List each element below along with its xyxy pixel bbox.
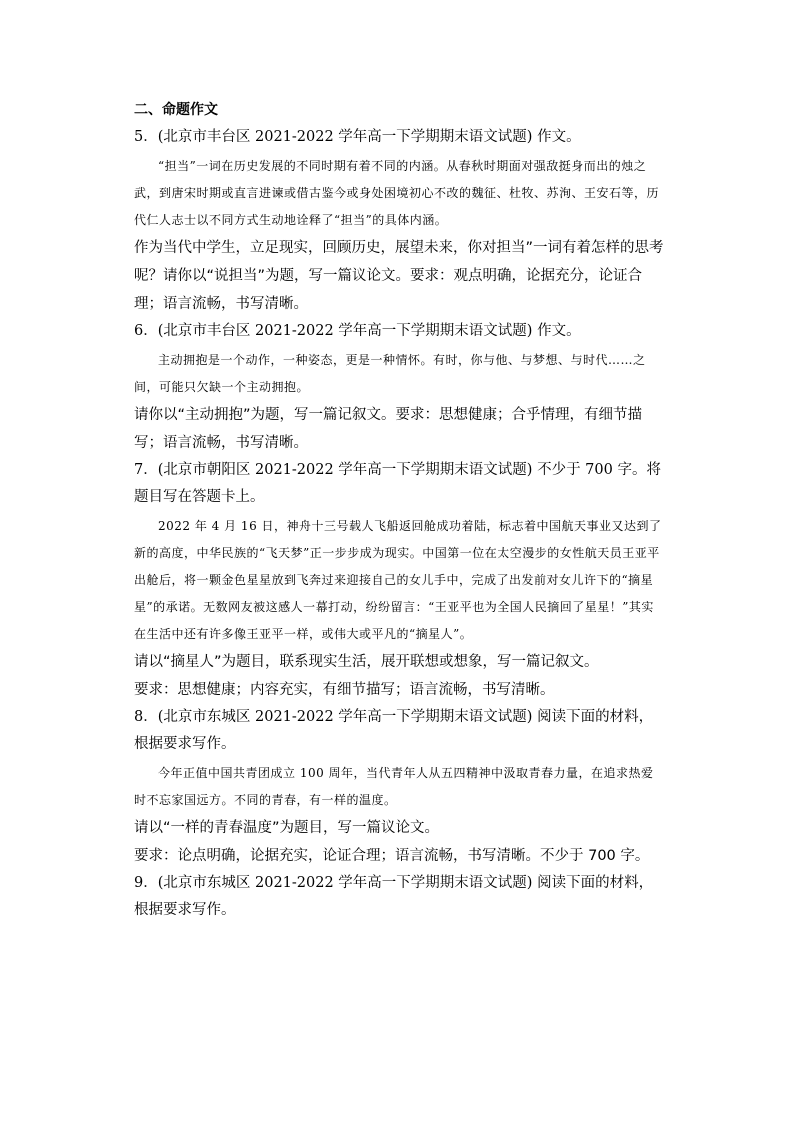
question-6-material: 主动拥抱是一个动作，一种姿态，更是一种情怀。有时，你与他、与梦想、与时代……之间，可能只欠缺一个主动拥抱。 — [134, 353, 646, 394]
question-6-requirement: 请你以“主动拥抱”为题，写一篇记叙文。要求：思想健康；合乎情理，有细节描写；语言流畅，书写清晰。 — [134, 407, 643, 451]
question-5-material: “担当”一词在历史发展的不同时期有着不同的内涵。从春秋时期面对强敌挺身而出的烛之武，到唐宋时期或直言进谏或借古鉴今或身处困境初心不改的魏征、杜牧、苏洵、王安石等，历代仁人志士以不同方式生动地诠释了“担当”的具体内涵。 — [134, 159, 660, 227]
question-8-requirement-details: 要求：论点明确，论据充实，论证合理；语言流畅，书写清晰。不少于 700 字。 — [134, 848, 650, 864]
question-7-material: 2022 年 4 月 16 日，神舟十三号载人飞船返回舱成功着陆，标志着中国航天事业又达到了新的高度，中华民族的“飞天梦”正一步步成为现实。中国第一位在太空漫步的女性航天员王亚平出舱后，将一颗金色星星放到飞奔过来迎接自己的女儿手中，完成了出发前对女儿许下的“摘星星”的承诺。无数网友被这感人一幕打动，纷纷留言：“王亚平也为全国人民摘回了星星！”其实在生活中还有许多像王亚平一样，或伟大或平凡的“摘星人”。 — [134, 519, 662, 641]
question-6-prompt: 6．(北京市丰台区 2021-2022 学年高一下学期期末语文试题) 作文。 — [134, 323, 581, 339]
question-7-requirement-details: 要求：思想健康；内容充实，有细节描写；语言流畅，书写清晰。 — [134, 682, 555, 698]
question-8-requirement: 请以“一样的青春温度”为题目，写一篇议论文。 — [134, 820, 440, 836]
question-5-requirement: 作为当代中学生，立足现实，回顾历史，展望未来，你对担当”一词有着怎样的思考呢？请你以“说担当”为题，写一篇议论文。要求：观点明确，论据充分，论证合理；语言流畅，书写清晰。 — [134, 240, 664, 312]
question-8-material: 今年正值中国共青团成立 100 周年，当代青年人从五四精神中汲取青春力量，在追求热爱时不忘家国远方。不同的青春，有一样的温度。 — [134, 766, 654, 807]
page-content — [134, 96, 664, 924]
section-heading: 二、命题作文 — [134, 102, 218, 118]
question-9-prompt: 9．(北京市东城区 2021-2022 学年高一下学期期末语文试题) 阅读下面的材料，根据要求写作。 — [134, 875, 654, 918]
question-7-prompt: 7．(北京市朝阳区 2021-2022 学年高一下学期期末语文试题) 不少于 700 字。将题目写在答题卡上。 — [134, 462, 661, 505]
question-5-prompt: 5．(北京市丰台区 2021-2022 学年高一下学期期末语文试题) 作文。 — [134, 129, 581, 145]
question-8-prompt: 8．(北京市东城区 2021-2022 学年高一下学期期末语文试题) 阅读下面的材料，根据要求写作。 — [134, 709, 654, 752]
question-7-requirement: 请以“摘星人”为题目，联系现实生活，展开联想或想象，写一篇记叙文。 — [134, 654, 599, 670]
